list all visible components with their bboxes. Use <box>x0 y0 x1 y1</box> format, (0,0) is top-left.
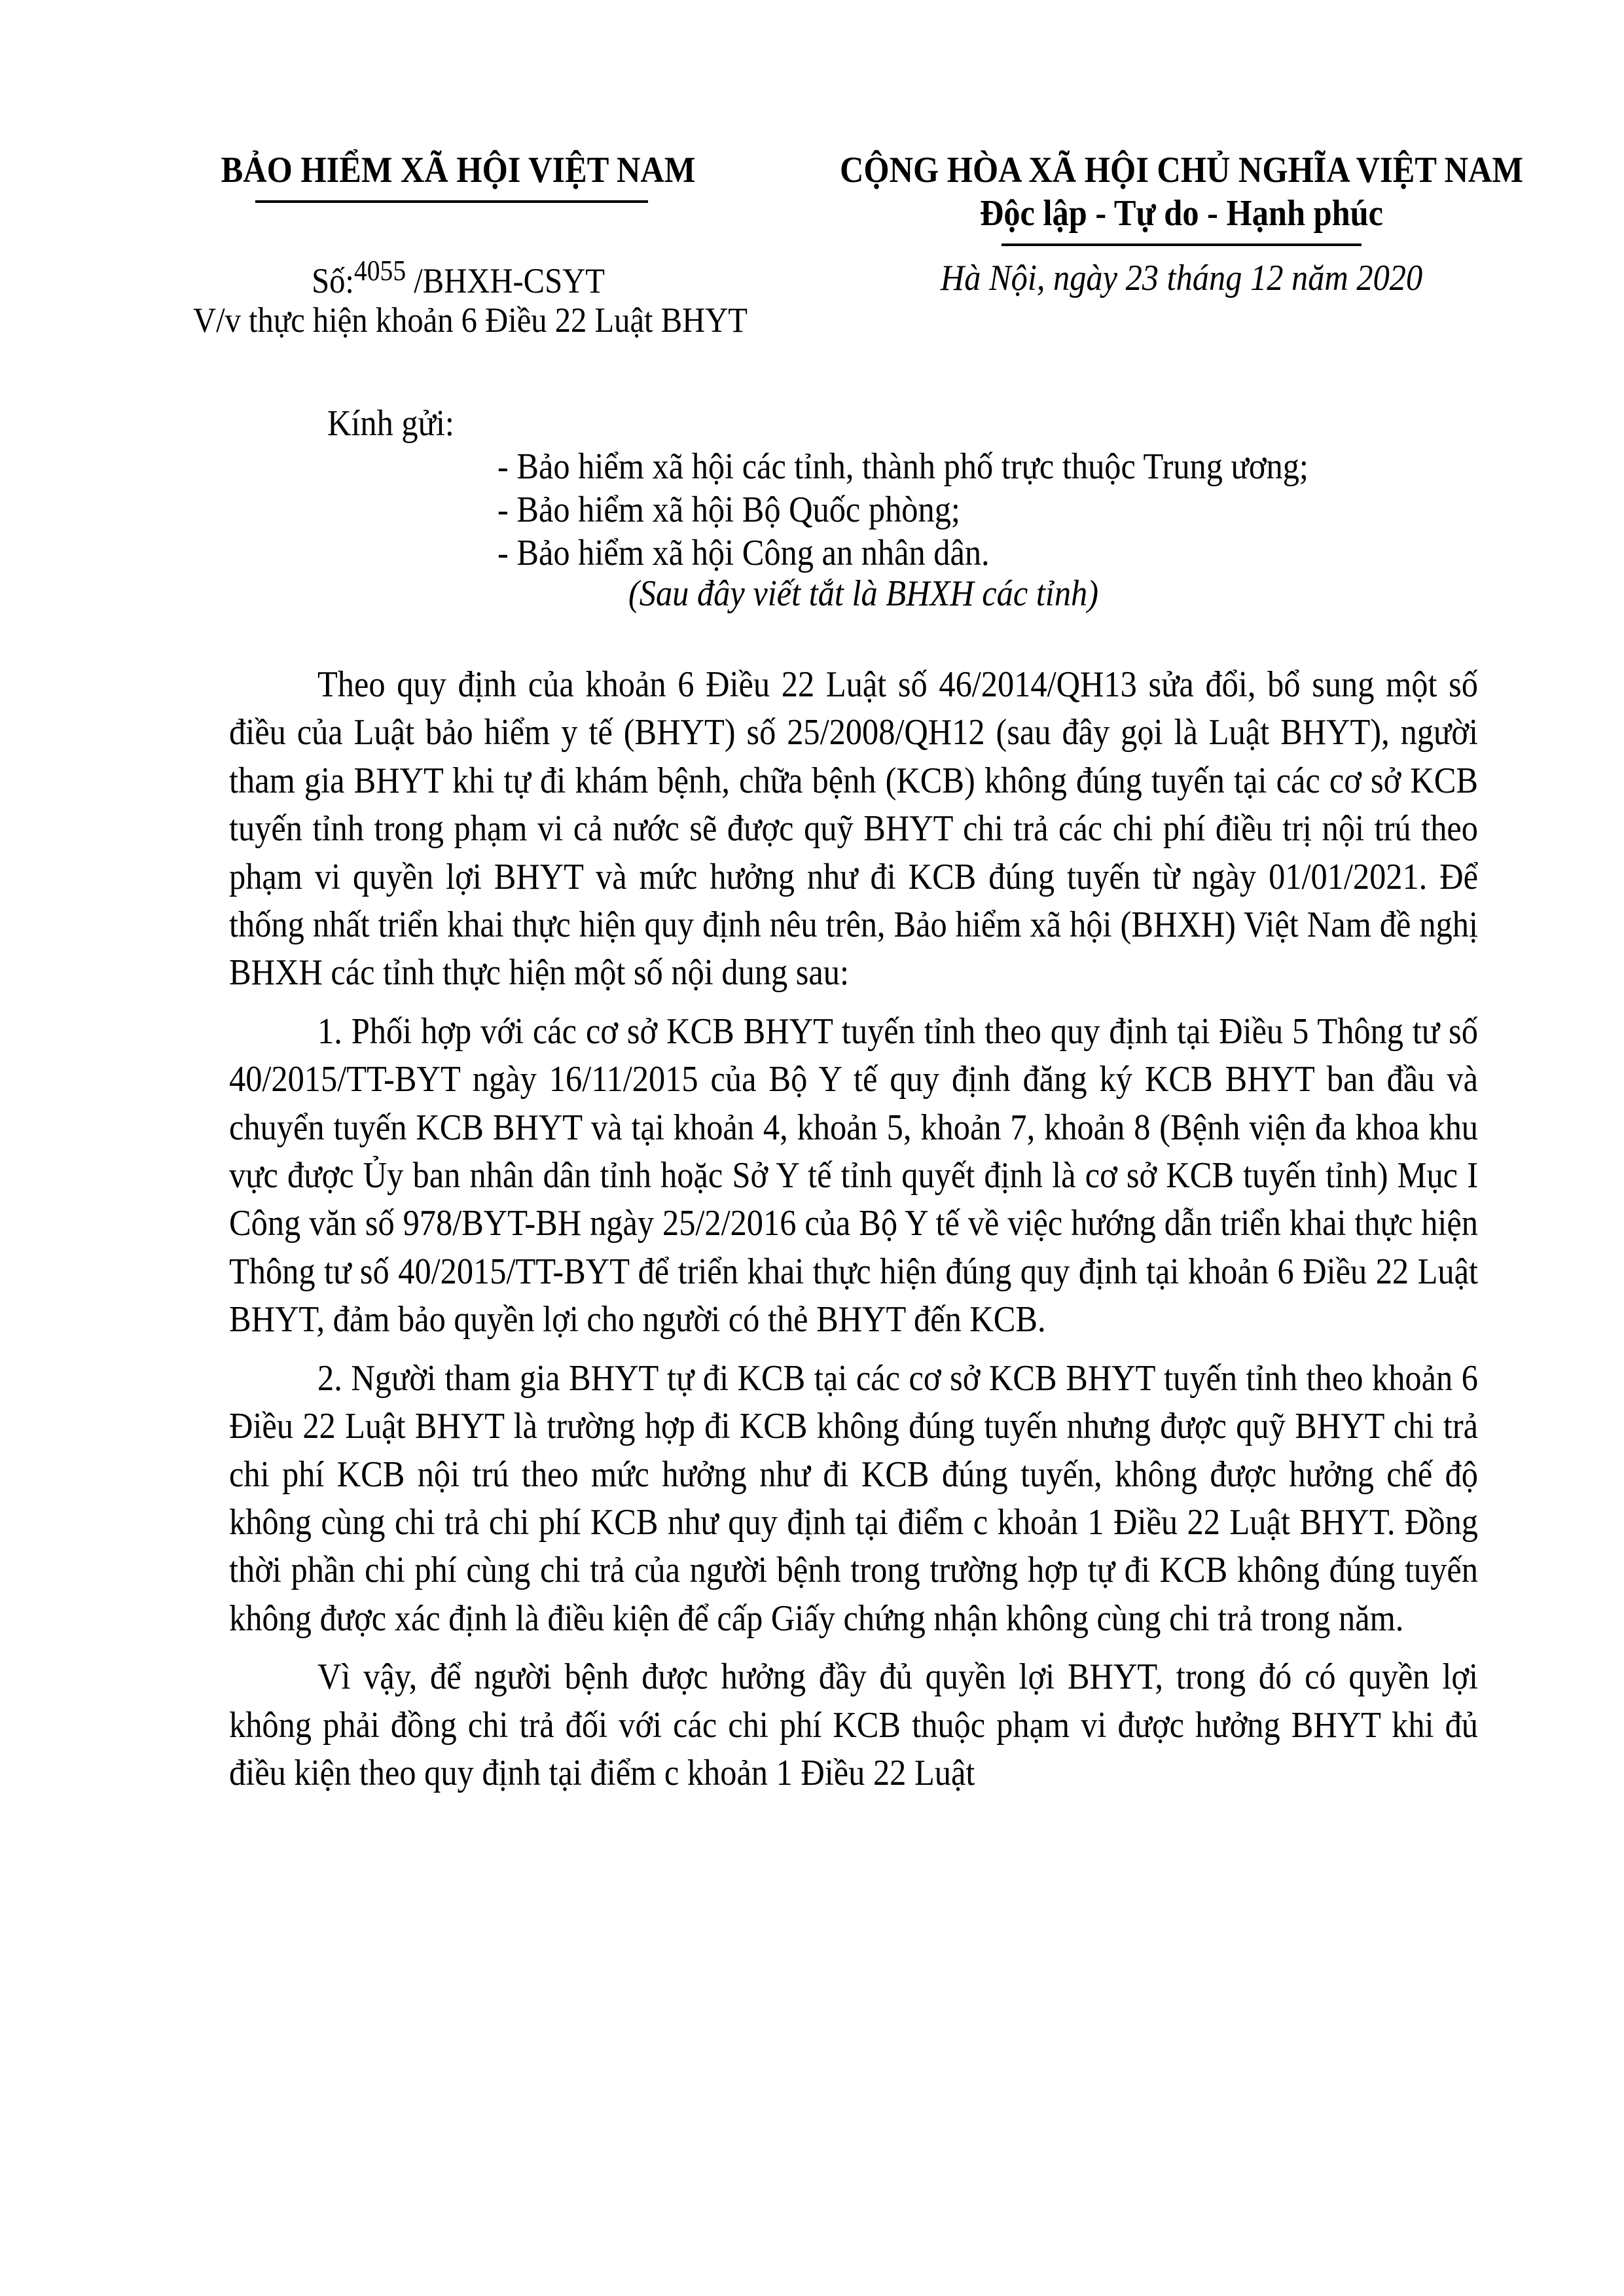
agency-name: BẢO HIỂM XÃ HỘI VIỆT NAM <box>221 150 696 190</box>
recipients-note: (Sau đây viết tắt là BHXH các tỉnh) <box>628 573 1099 614</box>
agency-underline <box>255 200 648 203</box>
recipient-item: - Bảo hiểm xã hội Công an nhân dân. <box>497 533 990 573</box>
recipient-item: - Bảo hiểm xã hội các tỉnh, thành phố trực thuộc Trung ương; <box>497 446 1308 487</box>
body-paragraph: Vì vậy, để người bệnh được hưởng đầy đủ quyền lợi BHYT, trong đó có quyền lợi không phải đồng chi trả đối với các chi phí KCB thuộc phạm vi được hưởng BHYT khi đủ điều kiện theo quy định tại điểm c khoản 1 Điều 22 Luật <box>229 1657 1478 1793</box>
body-paragraph: 1. Phối hợp với các cơ sở KCB BHYT tuyến tỉnh theo quy định tại Điều 5 Thông tư số 40/2015/TT-BYT ngày 16/11/2015 của Bộ Y tế quy định đăng ký KCB BHYT ban đầu và chuyển tuyến KCB BHYT và tại khoản 4, khoản 5, khoản 7, khoản 8 (Bệnh viện đa khoa khu vực được Ủy ban nhân dân tỉnh hoặc Sở Y tế tỉnh quyết định là cơ sở KCB tuyến tỉnh) Mục I Công văn số 978/BYT-BH ngày 25/2/2016 của Bộ Y tế về việc hướng dẫn triển khai thực hiện Thông tư số 40/2015/TT-BYT để triển khai thực hiện đúng quy định tại khoản 6 Điều 22 Luật BHYT, đảm bảo quyền lợi cho người có thẻ BHYT đến KCB. <box>229 1011 1478 1340</box>
country-name: CỘNG HÒA XÃ HỘI CHỦ NGHĨA VIỆT NAM <box>839 150 1524 190</box>
recipient-item: - Bảo hiểm xã hội Bộ Quốc phòng; <box>497 490 960 530</box>
document-number <box>193 255 723 301</box>
document-body <box>229 661 1478 1808</box>
body-paragraph: Theo quy định của khoản 6 Điều 22 Luật số 46/2014/QH13 sửa đổi, bổ sung một số điều của Luật bảo hiểm y tế (BHYT) số 25/2008/QH12 (sau đây gọi là Luật BHYT), người tham gia BHYT khi tự đi khám bệnh, chữa bệnh (KCB) không đúng tuyến tại các cơ sở KCB tuyến tỉnh trong phạm vi cả nước sẽ được quỹ BHYT chi trả các chi phí điều trị nội trú theo phạm vi quyền lợi BHYT và mức hưởng như đi KCB đúng tuyến từ ngày 01/01/2021. Để thống nhất triển khai thực hiện quy định nêu trên, Bảo hiểm xã hội (BHXH) Việt Nam đề nghị BHXH các tỉnh thực hiện một số nội dung sau: <box>229 664 1478 994</box>
doc-number-suffix: /BHXH-CSYT <box>406 261 605 300</box>
doc-number-value: 4055 <box>353 255 406 287</box>
document-subject: V/v thực hiện khoản 6 Điều 22 Luật BHYT <box>193 300 748 340</box>
national-header <box>795 149 1568 246</box>
recipients-list <box>497 445 1399 575</box>
document-date: Hà Nội, ngày 23 tháng 12 năm 2020 <box>940 258 1423 298</box>
recipients-label: Kính gửi: <box>327 403 454 444</box>
agency-header <box>164 149 753 203</box>
body-paragraph: 2. Người tham gia BHYT tự đi KCB tại các cơ sở KCB BHYT tuyến tỉnh theo khoản 6 Điều 22 Luật BHYT là trường hợp đi KCB không đúng tuyến nhưng được quỹ BHYT chi trả chi phí KCB nội trú theo mức hưởng như đi KCB đúng tuyến, không được hưởng chế độ không cùng chi trả chi phí KCB như quy định tại điểm c khoản 1 Điều 22 Luật BHYT. Đồng thời phần chi phí cùng chi trả của người bệnh trong trường hợp tự đi KCB không đúng tuyến không được xác định là điều kiện để cấp Giấy chứng nhận không cùng chi trả trong năm. <box>229 1357 1478 1639</box>
motto-underline <box>1001 243 1362 246</box>
national-motto: Độc lập - Tự do - Hạnh phúc <box>979 193 1384 234</box>
doc-number-prefix: Số: <box>312 261 354 300</box>
